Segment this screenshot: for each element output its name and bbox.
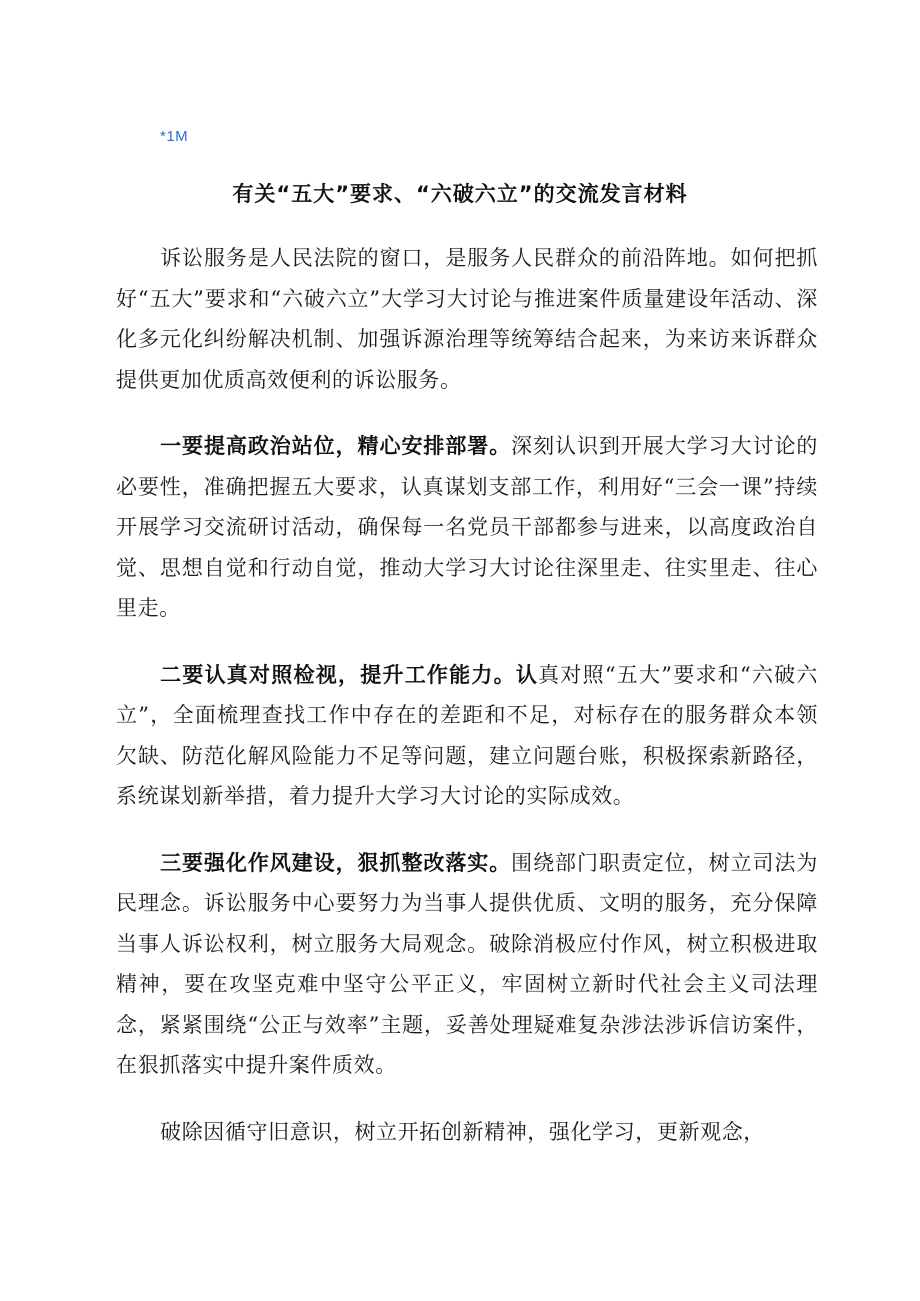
paragraph-lead: 三要强化作风建设，狠抓整改落实。 bbox=[160, 850, 512, 875]
paragraph-text: 深刻认识到开展大学习大讨论的必要性，准确把握五大要求，认真谋划支部工作，利用好“三会一课”持续开展学习交流研讨活动，确保每一名党员干部都参与进来，以高度政治自觉、思想自觉和行动自觉，推动大学习大讨论往深里走、往实里走、往心里走。 bbox=[116, 434, 818, 620]
document-body bbox=[116, 238, 818, 1178]
header-mark: *1M bbox=[160, 128, 189, 145]
paragraph-continued bbox=[116, 1112, 818, 1153]
paragraph-point-one bbox=[116, 426, 818, 629]
paragraph-text: 破除因循守旧意识，树立开拓创新精神，强化学习，更新观念， bbox=[160, 1119, 765, 1144]
paragraph-point-two bbox=[116, 655, 818, 817]
paragraph-lead: 一要提高政治站位，精心安排部署。 bbox=[160, 434, 512, 458]
paragraph-text: 真对照“五大”要求和“六破六立”，全面梳理查找工作中存在的差距和不足，对标存在的服务群众本领欠缺、防范化解风险能力不足等问题，建立问题台账，积极探索新路径，系统谋划新举措，着力提升大学习大讨论的实际成效。 bbox=[116, 662, 819, 808]
paragraph-lead: 二要认真对照检视，提升工作能力。认 bbox=[160, 662, 539, 687]
document-title: 有关“五大”要求、“六破六立”的交流发言材料 bbox=[232, 182, 688, 206]
paragraph-point-three bbox=[116, 843, 818, 1086]
paragraph-intro bbox=[116, 238, 818, 400]
paragraph-text: 诉讼服务是人民法院的窗口，是服务人民群众的前沿阵地。如何把抓好“五大”要求和“六破六立”大学习大讨论与推进案件质量建设年活动、深化多元化纠纷解决机制、加强诉源治理等统筹结合起来，为来访来诉群众提供更加优质高效便利的诉讼服务。 bbox=[116, 246, 818, 392]
paragraph-text: 围绕部门职责定位，树立司法为民理念。诉讼服务中心要努力为当事人提供优质、文明的服务，充分保障当事人诉讼权利，树立服务大局观念。破除消极应付作风，树立积极进取精神，要在攻坚克难中坚守公平正义，牢固树立新时代社会主义司法理念，紧紧围绕“公正与效率”主题，妥善处理疑难复杂涉法涉诉信访案件，在狠抓落实中提升案件质效。 bbox=[116, 850, 818, 1077]
